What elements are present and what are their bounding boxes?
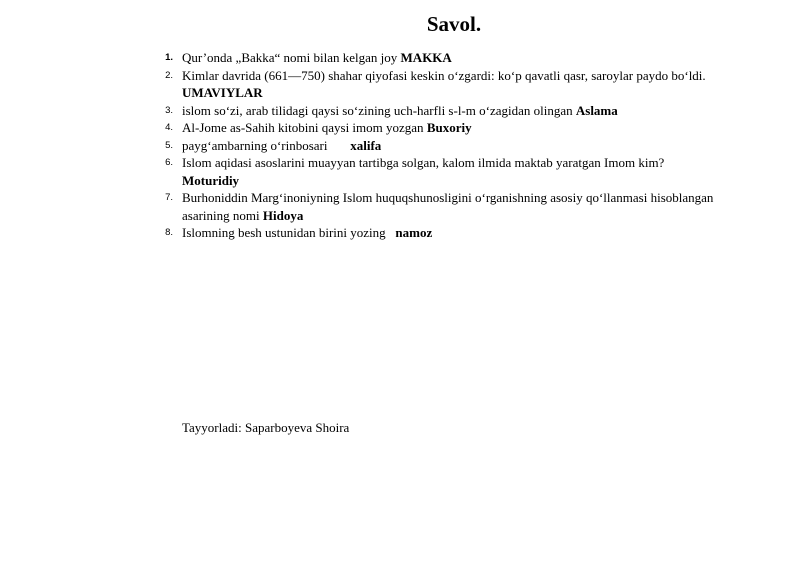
question-item-5 xyxy=(160,137,720,155)
question-item-7 xyxy=(160,189,720,224)
question-item-4 xyxy=(160,119,720,137)
question-number: 4. xyxy=(165,122,173,133)
question-answer: UMAVIYLAR xyxy=(182,85,263,100)
question-number: 8. xyxy=(165,227,173,238)
question-item-6 xyxy=(160,154,720,189)
author-credit: Tayyorladi: Saparboyeva Shoira xyxy=(182,420,350,435)
question-text: Al-Jome as-Sahih kitobini qaysi imom yozgan xyxy=(182,120,427,135)
question-number: 5. xyxy=(165,139,173,151)
question-text: Qur’onda „Bakka“ nomi bilan kelgan joy xyxy=(182,50,401,65)
question-number: 7. xyxy=(165,192,173,203)
question-text: Islomning besh ustunidan birini yozing xyxy=(182,225,396,240)
question-text: Kimlar davrida (661—750) shahar qiyofasi keskin oʻzgardi: koʻp qavatli qasr, saroylar paydo boʻldi. xyxy=(182,67,706,83)
document-title: Savol. xyxy=(426,12,482,36)
question-item-1 xyxy=(160,49,720,67)
question-number: 1. xyxy=(165,52,173,63)
question-item-3 xyxy=(160,102,720,120)
question-list xyxy=(160,49,720,242)
question-text: Burhoniddin Margʻinoniyning Islom huquqshunosligini oʻrganishning asosiy qoʻllanmasi hisoblangan asarining nomi xyxy=(182,190,714,223)
question-number: 6. xyxy=(165,157,173,168)
question-answer: Moturidiy xyxy=(182,172,240,188)
question-answer: xalifa xyxy=(350,137,382,153)
question-answer: Hidoya xyxy=(262,207,304,223)
question-text: paygʻambarning oʻrinbosari xyxy=(182,137,351,153)
question-number: 2. xyxy=(165,69,173,81)
question-answer: MAKKA xyxy=(400,50,452,65)
question-answer: Buxoriy xyxy=(426,120,472,135)
question-answer: namoz xyxy=(395,225,433,240)
question-item-2 xyxy=(160,67,720,102)
question-text: Islom aqidasi asoslarini muayyan tartibga solgan, kalom ilmida maktab yaratgan Imom kim? xyxy=(182,155,665,170)
question-item-8 xyxy=(160,224,720,242)
question-text: islom soʻzi, arab tilidagi qaysi soʻzining uch-harfli s-l-m oʻzagidan olingan xyxy=(182,102,576,118)
question-number: 3. xyxy=(165,104,173,116)
question-answer: Aslama xyxy=(575,102,618,118)
